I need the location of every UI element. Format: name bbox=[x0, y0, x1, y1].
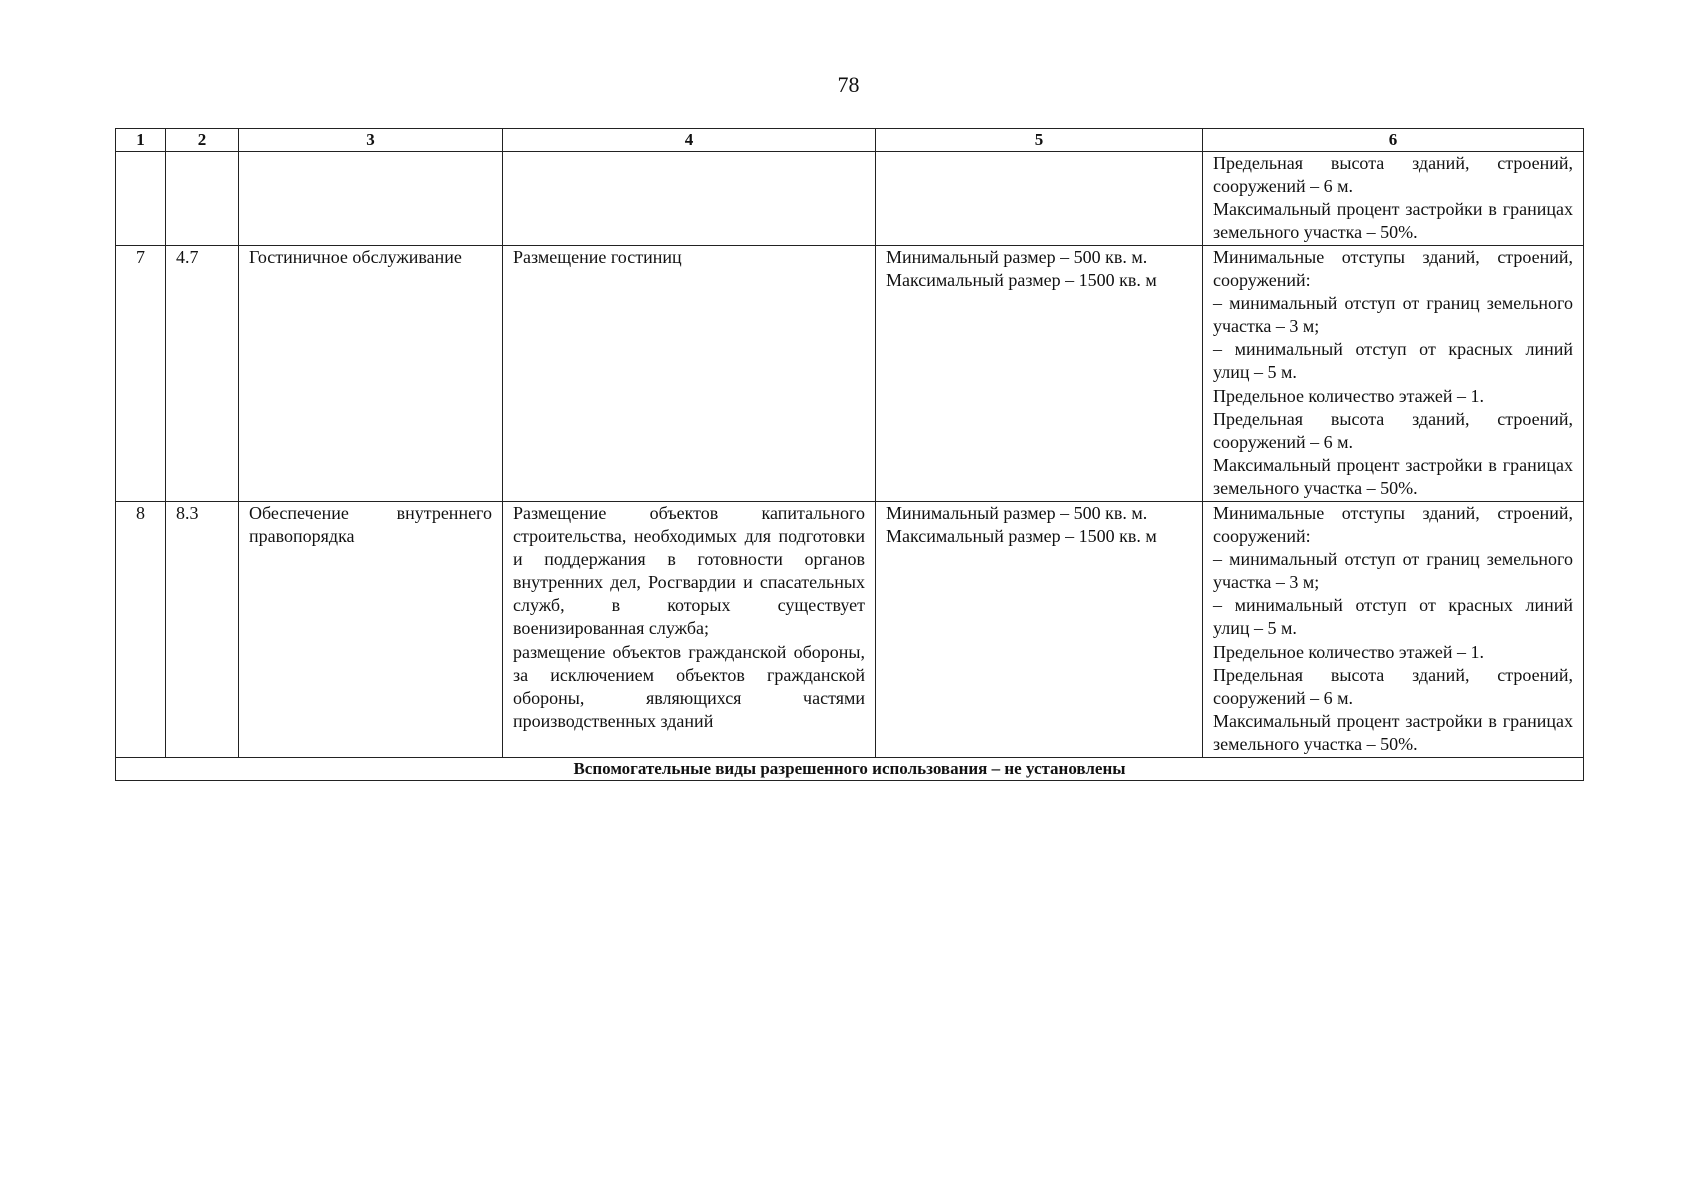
description-text: Размещение гостиниц bbox=[513, 247, 682, 267]
row-number-cell: 7 bbox=[116, 246, 166, 502]
size-text: Максимальный размер – 1500 кв. м bbox=[886, 270, 1157, 291]
param-text: – минимальный отступ от красных линий улиц – 5 м. bbox=[1213, 339, 1573, 383]
size-text: Минимальный размер – 500 кв. м. bbox=[886, 247, 1148, 267]
param-text: Максимальный процент застройки в границах земельного участка – 50%. bbox=[1213, 454, 1573, 498]
param-text: Минимальные отступы зданий, строений, сооружений: bbox=[1213, 503, 1573, 547]
param-text: – минимальный отступ от границ земельного участка – 3 м; bbox=[1213, 293, 1573, 337]
row-code-cell: 8.3 bbox=[166, 502, 239, 758]
row-description-cell bbox=[503, 502, 876, 758]
row-params-cell bbox=[1203, 246, 1584, 502]
row-code-cell bbox=[166, 152, 239, 246]
row-code-cell: 4.7 bbox=[166, 246, 239, 502]
column-header: 5 bbox=[876, 129, 1203, 152]
row-size-cell bbox=[876, 502, 1203, 758]
land-use-table bbox=[115, 128, 1584, 781]
row-name-cell: Гостиничное обслуживание bbox=[239, 246, 503, 502]
row-name-cell bbox=[239, 152, 503, 246]
param-text: Максимальный процент застройки в границах земельного участка – 50%. bbox=[1213, 710, 1573, 754]
row-description-cell bbox=[503, 246, 876, 502]
auxiliary-uses-note: Вспомогательные виды разрешенного использования – не установлены bbox=[116, 758, 1584, 781]
row-size-cell bbox=[876, 152, 1203, 246]
param-text: Предельная высота зданий, строений, сооружений – 6 м. bbox=[1213, 408, 1573, 452]
param-text: Минимальные отступы зданий, строений, сооружений: bbox=[1213, 247, 1573, 291]
param-text: – минимальный отступ от красных линий улиц – 5 м. bbox=[1213, 595, 1573, 639]
param-text: Предельная высота зданий, строений, сооружений – 6 м. bbox=[1213, 664, 1573, 708]
table-footer-row bbox=[116, 758, 1584, 781]
param-text: Максимальный процент застройки в границах земельного участка – 50%. bbox=[1213, 199, 1573, 243]
param-text: – минимальный отступ от границ земельного участка – 3 м; bbox=[1213, 549, 1573, 593]
row-params-cell bbox=[1203, 152, 1584, 246]
row-description-cell bbox=[503, 152, 876, 246]
row-name-cell: Обеспечение внутреннего правопорядка bbox=[239, 502, 503, 758]
table-header-row bbox=[116, 129, 1584, 152]
size-text: Минимальный размер – 500 кв. м. bbox=[886, 503, 1148, 523]
column-header: 2 bbox=[166, 129, 239, 152]
row-number-cell bbox=[116, 152, 166, 246]
column-header: 6 bbox=[1203, 129, 1584, 152]
description-text: Размещение объектов капитального строительства, необходимых для подготовки и поддержания в готовности органов внутренних дел, Росгвардии и спасательных служб, в которых существует военизированная служба; bbox=[513, 503, 865, 639]
table-row bbox=[116, 502, 1584, 758]
column-header: 1 bbox=[116, 129, 166, 152]
row-number-cell: 8 bbox=[116, 502, 166, 758]
param-text: Предельное количество этажей – 1. bbox=[1213, 641, 1484, 662]
column-header: 3 bbox=[239, 129, 503, 152]
table-row bbox=[116, 246, 1584, 502]
param-text: Предельная высота зданий, строений, сооружений – 6 м. bbox=[1213, 153, 1573, 197]
page-number: 78 bbox=[837, 72, 860, 97]
param-text: Предельное количество этажей – 1. bbox=[1213, 385, 1484, 406]
row-size-cell bbox=[876, 246, 1203, 502]
table-row bbox=[116, 152, 1584, 246]
row-params-cell bbox=[1203, 502, 1584, 758]
column-header: 4 bbox=[503, 129, 876, 152]
description-text: размещение объектов гражданской обороны, за исключением объектов гражданской обороны, являющихся частями производственных зданий bbox=[513, 641, 865, 731]
size-text: Максимальный размер – 1500 кв. м bbox=[886, 526, 1157, 547]
